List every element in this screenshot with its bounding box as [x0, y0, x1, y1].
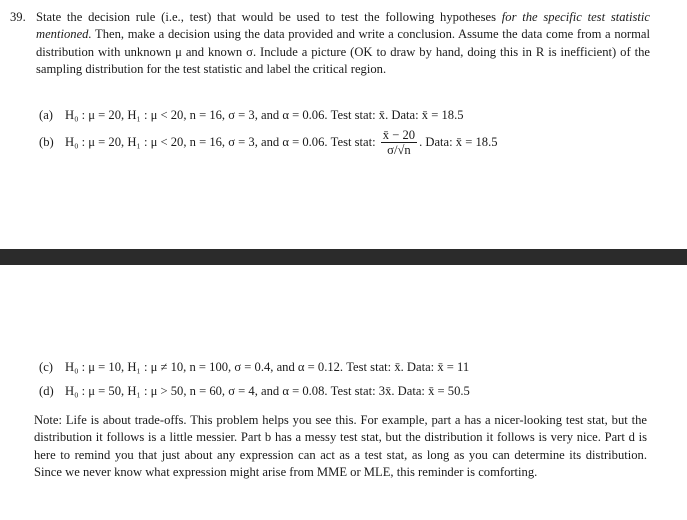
part-text: H₀ : μ = 50, H₁ : μ > 50, n = 60, σ = 4, and α = 0.08. Test stat: 3x̄. Data: x̄ = 50.5	[65, 384, 470, 398]
problem-text: State the decision rule (i.e., test) that would be used to test the following hypotheses for the specific test statistic mentioned. Then, make a decision using the data provided and write a conclusion. Assume the data come from a normal distribution with unknown μ and known σ. Include a picture (OK to draw by hand, doing this in R is inefficient) of the sampling distribution for the test statistic and label the critical region.	[36, 10, 651, 76]
part-label: (a)	[39, 108, 53, 122]
part-label: (c)	[39, 360, 53, 374]
fraction-numerator: x̄ − 20	[382, 128, 416, 142]
problem-number: 39.	[10, 10, 26, 24]
page-divider-bar	[0, 249, 687, 265]
emphasis-text: for the specific test statistic mentioned.	[36, 10, 651, 42]
part-text: H₀ : μ = 20, H₁ : μ < 20, n = 16, σ = 3, and α = 0.06. Test stat:	[65, 134, 379, 149]
part-c	[39, 360, 469, 375]
test-stat-fraction	[381, 128, 417, 158]
part-text: H₀ : μ = 20, H₁ : μ < 20, n = 16, σ = 3, and α = 0.06. Test stat: x̄. Data: x̄ = 18.5	[65, 108, 464, 122]
part-text-end: . Data: x̄ = 18.5	[419, 134, 498, 149]
problem-statement	[10, 9, 650, 78]
part-text: H₀ : μ = 10, H₁ : μ ≠ 10, n = 100, σ = 0.4, and α = 0.12. Test stat: x̄. Data: x̄ = 11	[65, 360, 470, 374]
fraction-denominator: σ/√n	[387, 143, 411, 157]
part-label: (d)	[39, 384, 54, 398]
part-label: (b)	[39, 134, 54, 149]
part-d	[39, 384, 470, 399]
part-b	[39, 128, 498, 158]
part-a	[39, 108, 464, 123]
note-paragraph: Note: Life is about trade-offs. This problem helps you see this. For example, part a has a nicer-looking test stat, but the distribution it follows is a little messier. Part b has a messy test stat, but the distribution it follows is very nice. Part d is here to remind you that just about any expression can act as a test stat, as long as you can determine its distribution. Since we never know what expression might arise from MME or MLE, this reminder is comforting.	[34, 413, 647, 479]
